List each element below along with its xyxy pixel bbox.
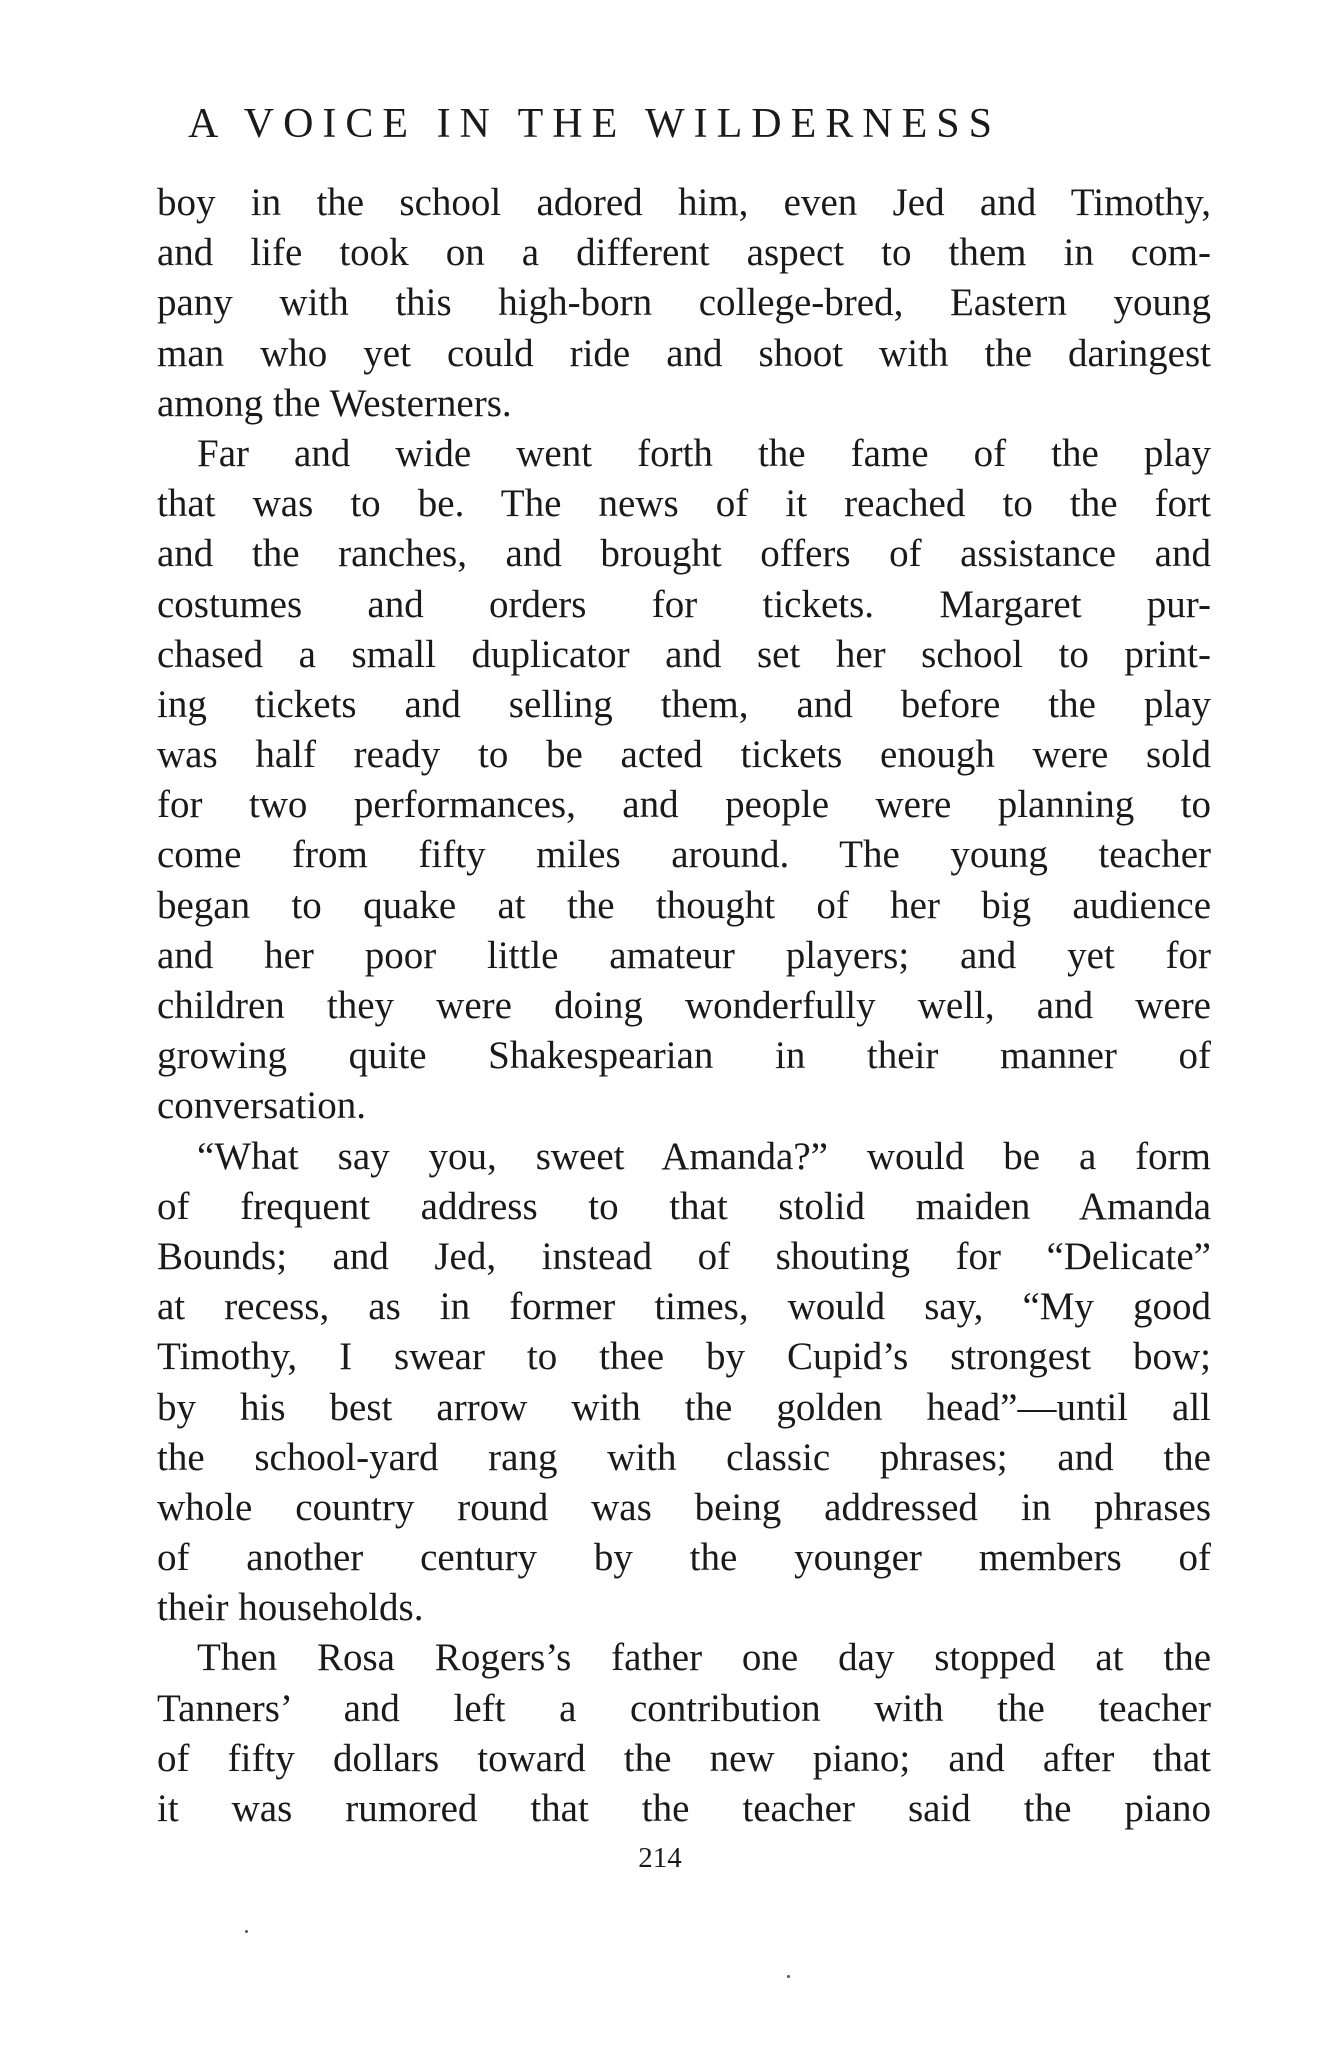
text-line: boy in the school adored him, even Jed and Timothy, [157,181,1211,224]
text-line: costumes and orders for tickets. Margaret pur- [157,582,1211,626]
text-line: and the ranches, and brought offers of assistance and [157,532,1211,576]
text-line: ing tickets and selling them, and before the play [157,682,1211,726]
body-text [157,178,1211,1834]
text-line: of frequent address to that stolid maiden Amanda [157,1184,1211,1228]
text-line: and her poor little amateur players; and yet for [157,933,1211,977]
running-head: A VOICE IN THE WILDERNESS [188,101,1001,147]
text-line: pany with this high-born college-bred, Eastern young [157,281,1211,325]
text-line: of another century by the younger members of [157,1536,1211,1580]
text-line: by his best arrow with the golden head”—until all [157,1385,1211,1429]
text-line: of fifty dollars toward the new piano; and after that [157,1736,1211,1780]
text-line: among the Westerners. [157,381,512,425]
page-number: 214 [638,1842,682,1874]
text-line: at recess, as in former times, would say, “My good [157,1285,1211,1329]
text-line: Timothy, I swear to thee by Cupid’s strongest bow; [157,1335,1211,1379]
text-line: that was to be. The news of it reached to the fort [157,482,1211,526]
text-line: it was rumored that the teacher said the piano [157,1787,1211,1830]
text-line: growing quite Shakespearian in their manner of [157,1034,1211,1078]
text-line: Bounds; and Jed, instead of shouting for “Delicate” [157,1234,1211,1278]
text-line: the school-yard rang with classic phrases; and the [157,1435,1211,1479]
text-line: chased a small duplicator and set her school to print- [157,632,1211,676]
text-line: was half ready to be acted tickets enough were sold [157,733,1211,777]
text-line: man who yet could ride and shoot with the daringest [157,331,1211,375]
text-line: conversation. [157,1084,367,1128]
text-line: their households. [157,1586,424,1630]
paper-speck [787,1975,790,1978]
text-line: and life took on a different aspect to them in com- [157,231,1211,275]
text-line: Far and wide went forth the fame of the play [197,431,1211,475]
text-line: “What say you, sweet Amanda?” would be a form [197,1134,1211,1178]
text-line: Then Rosa Rogers’s father one day stopped at the [197,1636,1211,1680]
text-line: for two performances, and people were planning to [157,783,1211,827]
text-line: come from fifty miles around. The young teacher [157,833,1211,877]
text-line: began to quake at the thought of her big audience [157,883,1211,927]
text-line: whole country round was being addressed in phrases [157,1485,1211,1529]
text-line: Tanners’ and left a contribution with the teacher [157,1686,1211,1730]
paper-speck [245,1930,248,1933]
text-line: children they were doing wonderfully well, and were [157,984,1211,1027]
